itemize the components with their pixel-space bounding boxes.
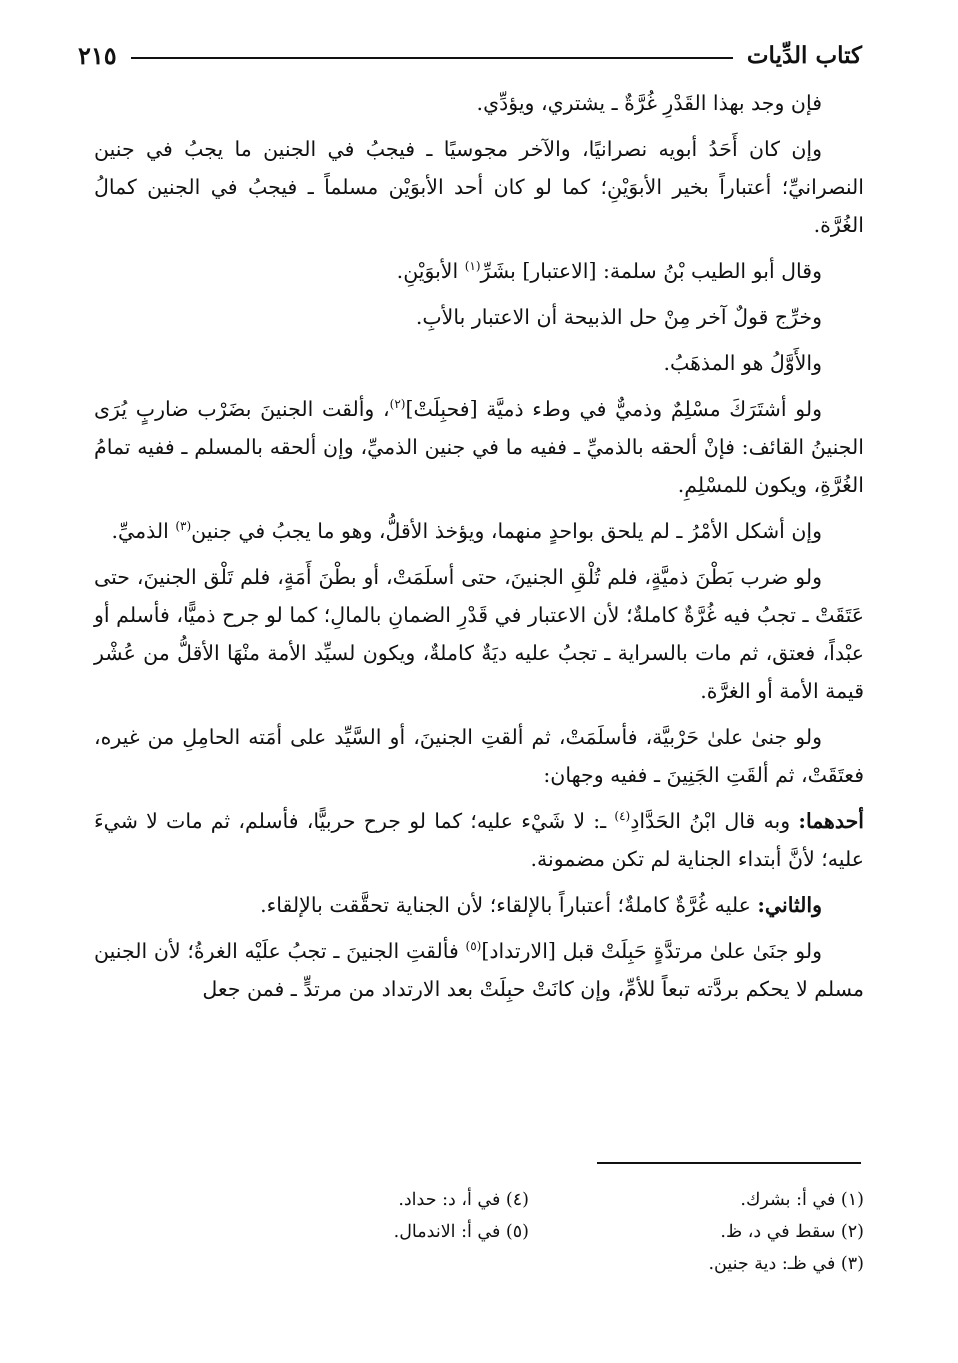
- chapter-title: كتاب الدِّيات: [746, 41, 862, 69]
- main-text: [94, 84, 864, 1016]
- footnote-divider: [597, 1162, 861, 1164]
- paragraph-text: ـ: لا شَيْء عليه؛ كما لو جرح حربيًّا، فأسلم، ثم مات لا شيءَ عليه؛ لأنَّ أبتداء الجناية لم تكن مضمونة.: [94, 809, 864, 871]
- paragraph-text: الأبوَيْنِ.: [396, 259, 465, 283]
- footnote: (٤) في أ، د: حداد.: [398, 1190, 529, 1210]
- paragraph-label: أحدهما:: [798, 809, 864, 833]
- paragraph-text: ولو أشتَرَكَ مسْلِمٌ وذميٌّ في وطء ذميَّة [فحبِلَتْ]: [405, 397, 822, 421]
- paragraph: [94, 802, 864, 878]
- footnote: (٣) في ظـ: دية جنين.: [708, 1254, 864, 1274]
- footnote-ref: (٥): [465, 939, 482, 954]
- footnotes: [94, 1184, 864, 1280]
- footnote: (٥) في أ: الاندمال.: [393, 1222, 529, 1242]
- page-header: [78, 30, 862, 80]
- paragraph: والأَوَّلُ هو المذهَبُ.: [663, 351, 822, 375]
- paragraph: وخرِّج قولٌ آخر مِنْ حل الذبيحة أن الاعتبار بالأبِ.: [415, 305, 822, 329]
- paragraph-text: فألقتِ الجنينَ ـ تجبُ علَيْه الغرةُ؛ لأن الجنين مسلم لا يحكم بردَّته تبعاً للأمِّ، وإن كانَتْ حبِلَتْ بعد الارتداد من مرتدٍّ ـ فمن جعل: [94, 939, 864, 1001]
- footnote-row: [94, 1248, 864, 1280]
- paragraph-text: ولو جنَىٰ علىٰ مرتدَّةٍ حَبِلَتْ قبل [الارتداد]: [481, 939, 822, 963]
- page-number: ٢١٥: [78, 40, 117, 70]
- footnote: (١) في أ: بشرك.: [740, 1190, 864, 1210]
- paragraph: وإن كان أَحَدُ أبويه نصرانيًا، والآخر مجوسيًا ـ فيجبُ في الجنين ما يجبُ في جنين النصرانيِّ؛ أعتباراً بخير الأبوَيْنِ؛ كما لو كان أحد الأبوَيْن مسلماً ـ فيجبُ في الجنين كمالُ الغُرَّة.: [94, 137, 864, 237]
- paragraph: فإن وجد بهذا القَدْرِ غُرَّةٌ ـ يشتري، ويؤدِّي.: [476, 91, 822, 115]
- paragraph: ولو ضرب بَطْنَ ذميَّةٍ، فلم تُلْقِ الجنينَ، حتى أسلَمَتْ، أو بطْنَ أَمَةٍ، فلم تَلْق الجنينَ، حتى عَتَقَتْ ـ تجبُ فيه غُرَّةٌ كاملةٌ؛ لأن الاعتبار في قَدْرِ الضمانِ بالمالِ؛ كما لو جرح ذميًّا، فأسلم أو عبْداً، فعتق، ثم مات بالسراية ـ تجبُ عليه ديَةٌ كاملةٌ، ويكون لسيِّد الأمة منْهَا الأقلُّ من عُشْر قيمة الأمة أو الغرَّة.: [94, 565, 864, 703]
- paragraph-text: ، وألقت الجنينَ بضَرْب ضاربٍ يُرَى الجنينُ القائف: فإنْ ألحقه بالذميِّ ـ ففيه ما في جنين الذميِّ، وإن ألحقه بالمسلم ـ ففيه تمامُ الغُرَّةِ، ويكون للمسْلِمِ.: [94, 397, 864, 497]
- footnote-ref: (٢): [389, 397, 406, 412]
- footnote: (٢) سقط في د، ظ.: [720, 1222, 864, 1242]
- paragraph-text: وإن أشكل الأمْرُ ـ لم يلحق بواحدٍ منهما، ويؤخذ الأقلُّ، وهو ما يجبُ في جنين: [191, 519, 822, 543]
- paragraph-text: عليه غُرَّةٌ كاملةٌ؛ أعتباراً بالإلقاء؛ لأن الجناية تحقَّقت بالإلقاء.: [260, 893, 758, 917]
- paragraph-text: وقال أبو الطيب بْنُ سلمة: [الاعتبار] بشَرِّ: [480, 259, 822, 283]
- footnote-ref: (٣): [175, 519, 192, 534]
- footnote-ref: (٤): [614, 809, 631, 824]
- paragraph: [94, 252, 864, 290]
- header-rule: [131, 57, 733, 59]
- paragraph: [94, 932, 864, 1008]
- paragraph-label: والثاني:: [757, 893, 822, 917]
- footnote-ref: (١): [464, 259, 481, 274]
- paragraph: [94, 512, 864, 550]
- paragraph: [94, 886, 864, 924]
- paragraph: [94, 390, 864, 504]
- footnote-row: [94, 1184, 864, 1216]
- paragraph-text: الذميِّ.: [111, 519, 176, 543]
- paragraph-text: وبه قال ابْنُ الحَدَّادِ: [630, 809, 799, 833]
- paragraph: ولو جنىٰ علىٰ حَرْبيَّة، فأسلَمَتْ، ثم ألقتِ الجنينَ، أو السَّيِّد على أمَته الحامِلِ من غيره، فعتَقَتْ، ثم ألقَتِ الجَنِينَ ـ ففيه وجهان:: [94, 725, 864, 787]
- footnote-row: [94, 1216, 864, 1248]
